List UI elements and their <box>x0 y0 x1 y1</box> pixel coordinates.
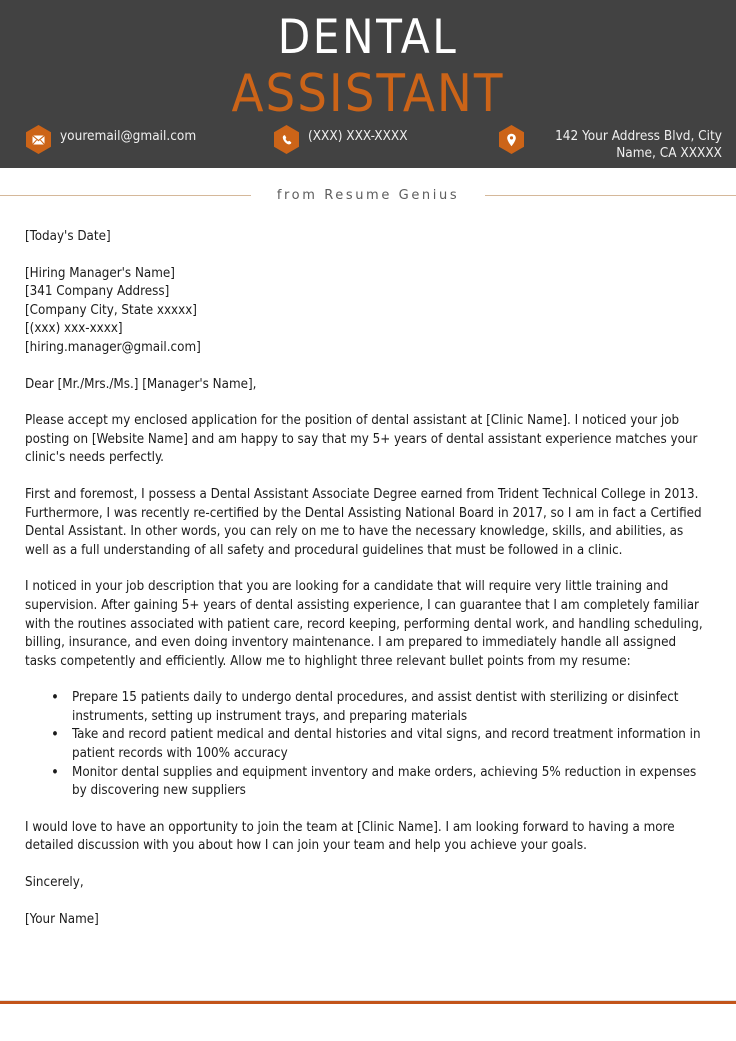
list-item: • Take and record patient medical and dental histories and vital signs, and record treatment information in patient records with 100% accuracy <box>51 726 710 763</box>
letter-paragraph-2: First and foremost, I possess a Dental Assistant Associate Degree earned from Trident Technical College in 2013. Furthermore, I was recently re-certified by the Dental Assisting National Board in 2017, so I am in fact a Certified Dental Assistant. In other words, you can rely on me to have the necessary knowledge, skills, and abilities, as well as a full understanding of all safety and procedural guidelines that must be followed in a clinic. <box>25 486 702 558</box>
contact-info-row <box>0 124 736 162</box>
location-pin-icon <box>499 125 524 154</box>
envelope-icon <box>26 125 51 154</box>
divider-rule-left <box>0 195 251 196</box>
recipient-line: [Hiring Manager's Name] <box>25 265 175 281</box>
cover-letter-body <box>0 202 736 929</box>
contact-address-line-2: Name, CA XXXXX <box>616 145 722 161</box>
spacer <box>25 671 710 689</box>
letter-salutation: Dear [Mr./Mrs./Ms.] [Manager's Name], <box>25 376 257 392</box>
contact-address-line-1: 142 Your Address Blvd, City <box>555 128 722 144</box>
spacer <box>25 358 710 376</box>
spacer <box>25 560 710 578</box>
recipient-line: [341 Company Address] <box>25 284 170 300</box>
footer-accent-rule <box>0 1000 736 1004</box>
divider-rule-right <box>485 195 736 196</box>
brand-divider <box>0 188 736 202</box>
spacer <box>25 893 710 911</box>
letter-paragraph-3: I noticed in your job description that you are looking for a candidate that will require very little training and supervision. After gaining 5+ years of dental assisting experience, I can guarantee that I am completely familiar with the routines associated with patient care, record keeping, performing dental work, and handling scheduling, billing, insurance, and even doing inventory maintenance. I am prepared to immediately handle all assigned tasks competently and efficiently. Allow me to highlight three relevant bullet points from my resume: <box>25 579 703 669</box>
spacer <box>25 394 710 412</box>
header-title-block <box>0 8 736 124</box>
letter-signature: [Your Name] <box>25 911 99 927</box>
list-item: • Monitor dental supplies and equipment inventory and make orders, achieving 5% reduction in expenses by discovering new suppliers <box>51 764 710 801</box>
spacer <box>25 202 710 228</box>
job-title-line-2: ASSISTANT <box>231 64 505 124</box>
spacer <box>25 856 710 874</box>
recipient-line: [(xxx) xxx-xxxx] <box>25 321 123 337</box>
spacer <box>25 801 710 819</box>
list-item: • Prepare 15 patients daily to undergo dental procedures, and assist dentist with sterilizing or disinfect instruments, setting up instrument trays, and preparing materials <box>51 689 710 726</box>
contact-email-value: youremail@gmail.com <box>60 128 197 144</box>
recipient-line: [Company City, State xxxxx] <box>25 302 197 318</box>
recipient-address-block <box>25 265 710 358</box>
contact-phone-value: (XXX) XXX-XXXX <box>308 128 408 144</box>
contact-address <box>499 124 736 162</box>
letter-closing: Sincerely, <box>25 875 84 891</box>
spacer <box>25 468 710 486</box>
phone-icon <box>274 125 299 154</box>
recipient-line: [hiring.manager@gmail.com] <box>25 339 201 355</box>
document-header <box>0 0 736 168</box>
letter-paragraph-1: Please accept my enclosed application for the position of dental assistant at [Clinic Name]. I noticed your job posting on [Website Name] and am happy to say that my 5+ years of dental assistant experience matches your clinic's needs perfectly. <box>25 413 698 466</box>
achievement-bullet-list <box>25 689 710 801</box>
contact-email <box>26 124 274 154</box>
contact-phone <box>274 124 499 154</box>
letter-paragraph-4: I would love to have an opportunity to join the team at [Clinic Name]. I am looking forward to having a more detailed discussion with you about how I can join your team and help you achieve your goals. <box>25 819 675 854</box>
spacer <box>25 247 710 265</box>
brand-label: from Resume Genius <box>276 187 460 203</box>
letter-date: [Today's Date] <box>25 229 111 244</box>
job-title-line-1: DENTAL <box>277 10 459 65</box>
contact-address-value <box>533 124 736 162</box>
